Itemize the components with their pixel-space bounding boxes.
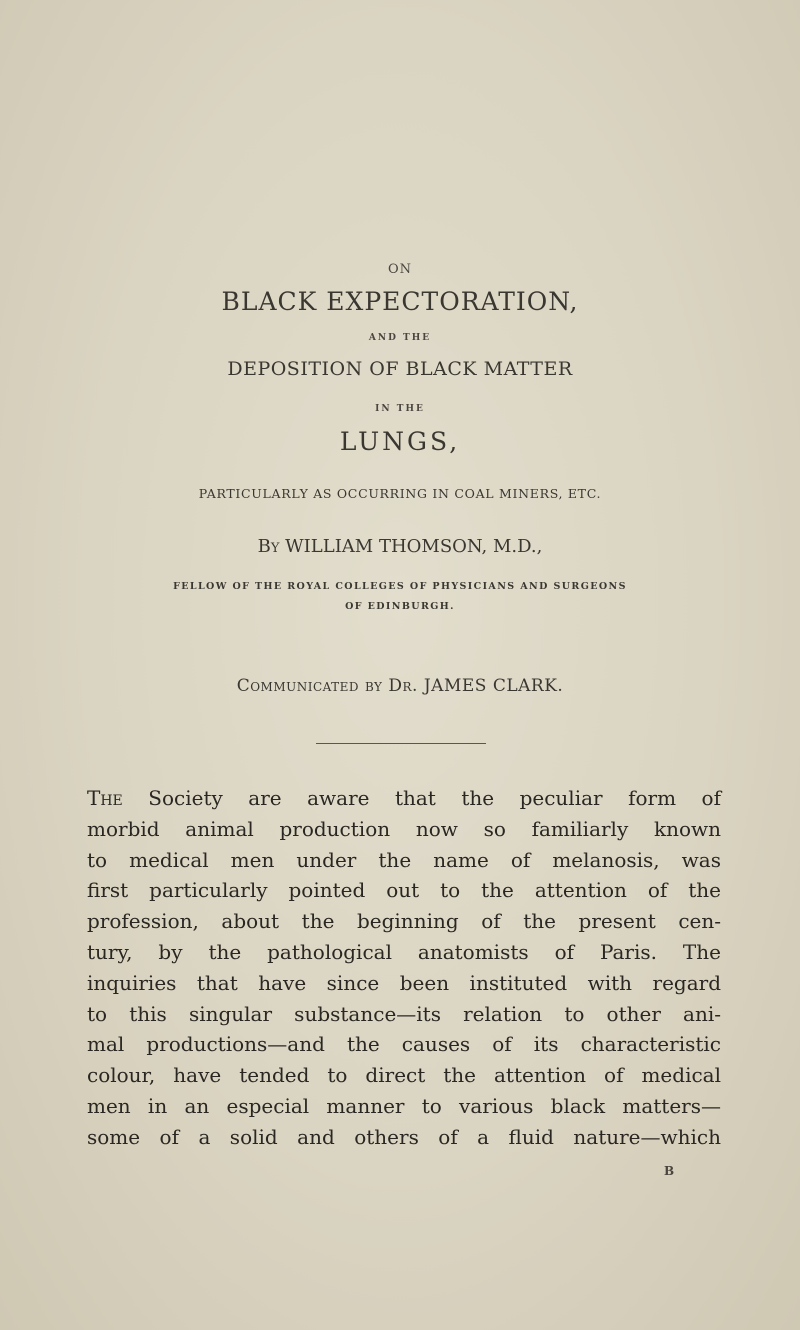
body-line: mal productions—and the causes of its characteristic	[87, 1032, 721, 1057]
body-line: to medical men under the name of melanosis, was	[87, 847, 721, 872]
body-line: first particularly pointed out to the attention of the	[87, 878, 721, 903]
body-line: The Society are aware that the peculiar form of	[87, 786, 721, 810]
communicated-prefix: Communicated by Dr.	[236, 676, 418, 696]
body-lead-word: The	[87, 786, 123, 810]
heading-and-the: AND THE	[368, 333, 432, 343]
signature-mark: B	[664, 1164, 675, 1178]
body-line: to this singular substance—its relation to other ani-	[87, 1001, 721, 1026]
title-black-expectoration: BLACK EXPECTORATION,	[221, 287, 579, 316]
title-lungs: LUNGS,	[339, 427, 461, 456]
author-affiliation-line2: OF EDINBURGH.	[345, 601, 455, 612]
author-by: By	[257, 536, 280, 557]
heading-in-the: IN THE	[375, 404, 425, 414]
body-line: profession, about the beginning of the present cen-	[87, 909, 721, 934]
heading-on: ON	[387, 262, 413, 277]
body-line: colour, have tended to direct the attention of medical	[87, 1063, 721, 1088]
section-divider	[316, 743, 486, 744]
body-line: inquiries that have since been instituted with regard	[87, 970, 721, 995]
body-line: tury, by the pathological anatomists of Paris. The	[87, 939, 721, 964]
title-deposition: DEPOSITION OF BLACK MATTER	[227, 358, 573, 380]
body-line: some of a solid and others of a fluid nature—which	[87, 1124, 721, 1149]
communicated-line	[0, 676, 800, 696]
body-line: morbid animal production now so familiarly known	[87, 816, 721, 841]
body-paragraph	[87, 783, 721, 1153]
body-line: men in an especial manner to various black matters—	[87, 1093, 721, 1118]
author-line	[0, 536, 800, 557]
communicated-name: JAMES CLARK.	[423, 676, 564, 696]
author-name: WILLIAM THOMSON, M.D.,	[285, 536, 543, 557]
author-affiliation-line1: FELLOW OF THE ROYAL COLLEGES OF PHYSICIANS AND SURGEONS	[173, 581, 627, 592]
subtitle-coal-miners: PARTICULARLY AS OCCURRING IN COAL MINERS, ETC.	[198, 486, 602, 501]
